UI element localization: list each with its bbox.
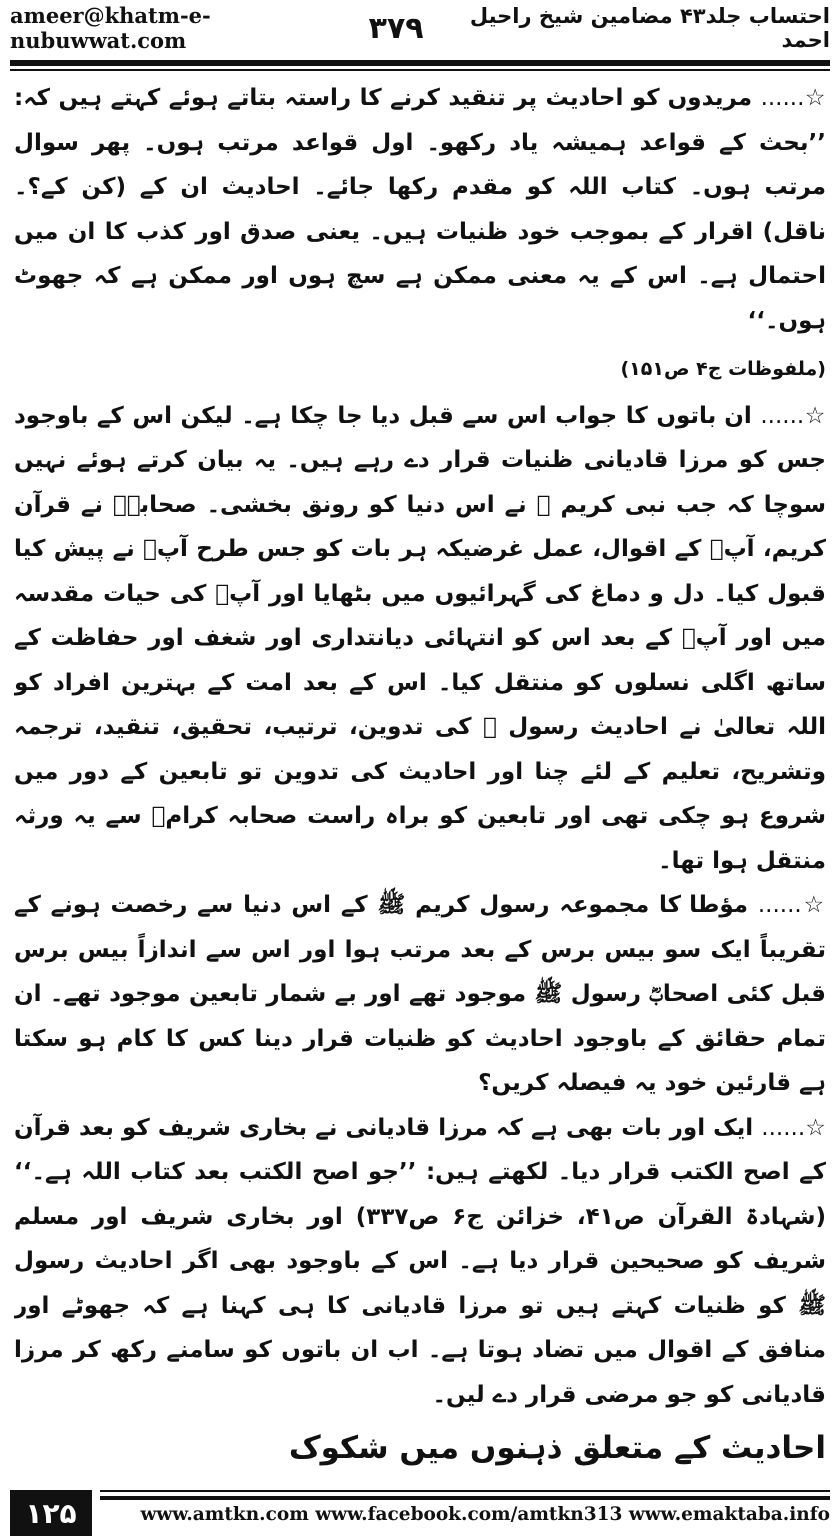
footer-page-number: ۱۲۵ <box>10 1490 92 1536</box>
section-heading: احادیث کے متعلق ذہنوں میں شکوک <box>288 1430 826 1466</box>
star-marker: ☆...... <box>761 1114 826 1141</box>
paragraph-text: ایک اور بات بھی ہے کہ مرزا قادیانی نے بخاری شریف کو بعد قرآن کے اصح الکتب قرار دیا۔ لکھتے ہیں: ’’جو اصح الکتب بعد کتاب اللہ ہے۔‘‘ (شہادۃ القرآن ص۴۱، خزائن ج۶ ص۳۳۷) اور بخاری شریف اور مسلم شریف کو صحیحین قرار دیا ہے۔ اس کے باوجود بھی اگر احادیث رسول ﷺ کو ظنیات کہتے ہیں تو مرزا قادیانی کا ہی کہنا ہے کہ جھوٹے اور منافق کے اقوال میں تضاد ہوتا ہے۔ اب ان باتوں کو سامنے رکھ کر مرزا قادیانی کو جو مرضی قرار دے لیں۔ <box>14 1114 826 1408</box>
header-rule-thin <box>10 69 830 71</box>
star-marker: ☆...... <box>760 402 826 429</box>
header-email: ameer@khatm-e-nubuwwat.com <box>10 3 211 53</box>
paragraph-text: مریدوں کو احادیث پر تنقید کرنے کا راستہ بتاتے ہوئے کہتے ہیں کہ: ’’بحث کے قواعد ہمیشہ یاد رکھو۔ اول قواعد مرتب ہوں۔ پھر سوال مرتب ہوں۔ کتاب اللہ کو مقدم رکھا جائے۔ احادیث ان کے (کن کے؟۔ ناقل) اقرار کے بموجب خود ظنیات ہیں۔ یعنی صدق اور کذب کا ان میں احتمال ہے۔ اس کے یہ معنی ممکن ہے سچ ہوں اور ممکن ہے کہ جھوٹ ہوں۔‘‘ <box>14 85 826 334</box>
header-title-group <box>369 4 830 52</box>
paragraph-text: ان باتوں کا جواب اس سے قبل دیا جا چکا ہے۔ لیکن اس کے باوجود جس کو مرزا قادیانی ظنیات قرار دے رہے ہیں۔ یہ بیان کرتے ہوئے نہیں سوچا کہ جب نبی کریم ﷺ نے اس دنیا کو رونق بخشی۔ صحابہؓ نے قرآن کریم، آپؐ کے اقوال، عمل غرضیکہ ہر بات کو جس طرح آپؐ نے پیش کیا قبول کیا۔ دل و دماغ کی گہرائیوں میں بٹھایا اور آپؐ کی حیات مقدسہ میں اور آپؐ کے بعد اس کو انتہائی دیانتداری اور شغف اور حفاظت کے ساتھ اگلی نسلوں کو منتقل کیا۔ اس کے بعد امت کے بہترین افراد کو اللہ تعالیٰ نے احادیث رسول ﷺ کی تدوین، ترتیب، تحقیق، تنقید، ترجمہ وتشریح، تعلیم کے لئے چنا اور احادیث کی تدوین تو تابعین کے دور میں شروع ہو چکی تھی اور تابعین کو براہ راست صحابہ کرامؓ سے یہ ورثہ منتقل ہوا تھا۔ <box>14 402 826 874</box>
header-rule-thick <box>10 60 830 66</box>
paragraph-4 <box>14 1106 826 1418</box>
paragraph-1 <box>14 76 826 343</box>
header-title: احتساب جلد۴۳ مضامین شیخ راحیل احمد <box>469 4 830 52</box>
paragraph-2 <box>14 394 826 884</box>
page-footer <box>10 1490 830 1538</box>
star-marker: ☆...... <box>760 85 826 111</box>
header-page-number: ۳۷۹ <box>368 10 424 46</box>
page-header <box>10 0 830 56</box>
star-marker: ☆...... <box>757 892 826 918</box>
paragraph-3 <box>14 883 826 1106</box>
page-body <box>14 76 826 1472</box>
reference-line <box>14 347 826 392</box>
reference-text: (ملفوظات ج۴ ص۱۵۱) <box>620 358 826 380</box>
footer-rule-thin <box>100 1490 830 1492</box>
paragraph-text: مؤطا کا مجموعہ رسول کریم ﷺ کے اس دنیا سے رخصت ہونے کے تقریباً ایک سو بیس برس کے بعد مرتب ہوا اور اس سے اندازاً بیس برس قبل کئی اصحابؓ رسول ﷺ موجود تھے اور بے شمار تابعین موجود تھے۔ ان تمام حقائق کے باوجود احادیث کو ظنیات قرار دینا کس کا کام ہو سکتا ہے قارئین خود یہ فیصلہ کریں؟ <box>14 892 826 1096</box>
footer-links: www.amtkn.com www.facebook.com/amtkn313 www.emaktaba.info <box>140 1504 830 1525</box>
footer-rule-thick <box>100 1496 830 1500</box>
